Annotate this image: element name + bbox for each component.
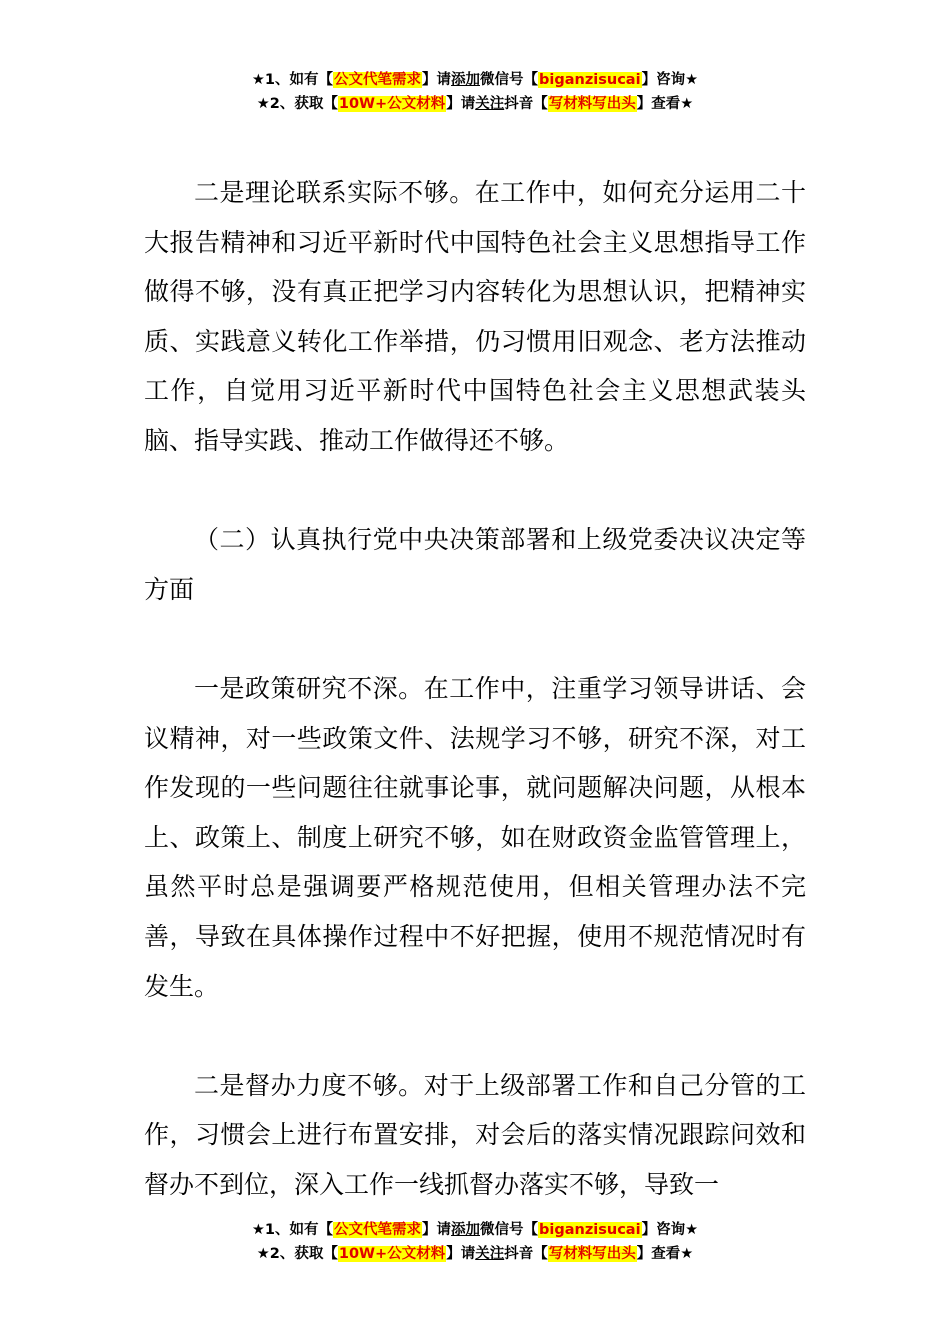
- banner-line-2: ★2、获取【10W+公文材料】请关注抖音【写材料写出头】查看★: [256, 1246, 694, 1262]
- highlight-wechat-id: biganzisucai: [539, 72, 641, 88]
- document-body: [144, 168, 806, 1209]
- banner-line-1: ★1、如有【公文代笔需求】请添加微信号【biganzisucai】咨询★: [251, 1222, 699, 1238]
- header-banner: [0, 68, 950, 116]
- section-heading: （二）认真执行党中央决策部署和上级党委决议决定等方面: [144, 525, 806, 604]
- highlight-douyin-account: 写材料写出头: [548, 1246, 636, 1262]
- paragraph: 二是督办力度不够。对于上级部署工作和自己分管的工作，习惯会上进行布置安排，对会后的落实情况跟踪问效和督办不到位，深入工作一线抓督办落实不够，导致一: [144, 1070, 806, 1199]
- highlight-service: 公文代笔需求: [334, 72, 422, 88]
- highlight-douyin-account: 写材料写出头: [548, 96, 636, 112]
- highlight-service: 公文代笔需求: [334, 1222, 422, 1238]
- highlight-materials: 10W+公文材料: [338, 1246, 446, 1262]
- banner-line-1: ★1、如有【公文代笔需求】请添加微信号【biganzisucai】咨询★: [251, 72, 699, 88]
- highlight-materials: 10W+公文材料: [338, 96, 446, 112]
- paragraph: 一是政策研究不深。在工作中，注重学习领导讲话、会议精神，对一些政策文件、法规学习不够，研究不深，对工作发现的一些问题往往就事论事，就问题解决问题，从根本上、政策上、制度上研究不够，如在财政资金监管管理上，虽然平时总是强调要严格规范使用，但相关管理办法不完善，导致在具体操作过程中不好把握，使用不规范情况时有发生。: [144, 673, 806, 1001]
- paragraph: 二是理论联系实际不够。在工作中，如何充分运用二十大报告精神和习近平新时代中国特色社会主义思想指导工作做得不够，没有真正把学习内容转化为思想认识，把精神实质、实践意义转化工作举措，仍习惯用旧观念、老方法推动工作，自觉用习近平新时代中国特色社会主义思想武装头脑、指导实践、推动工作做得还不够。: [144, 178, 806, 455]
- footer-banner: [0, 1218, 950, 1266]
- highlight-wechat-id: biganzisucai: [539, 1222, 641, 1238]
- banner-line-2: ★2、获取【10W+公文材料】请关注抖音【写材料写出头】查看★: [256, 96, 694, 112]
